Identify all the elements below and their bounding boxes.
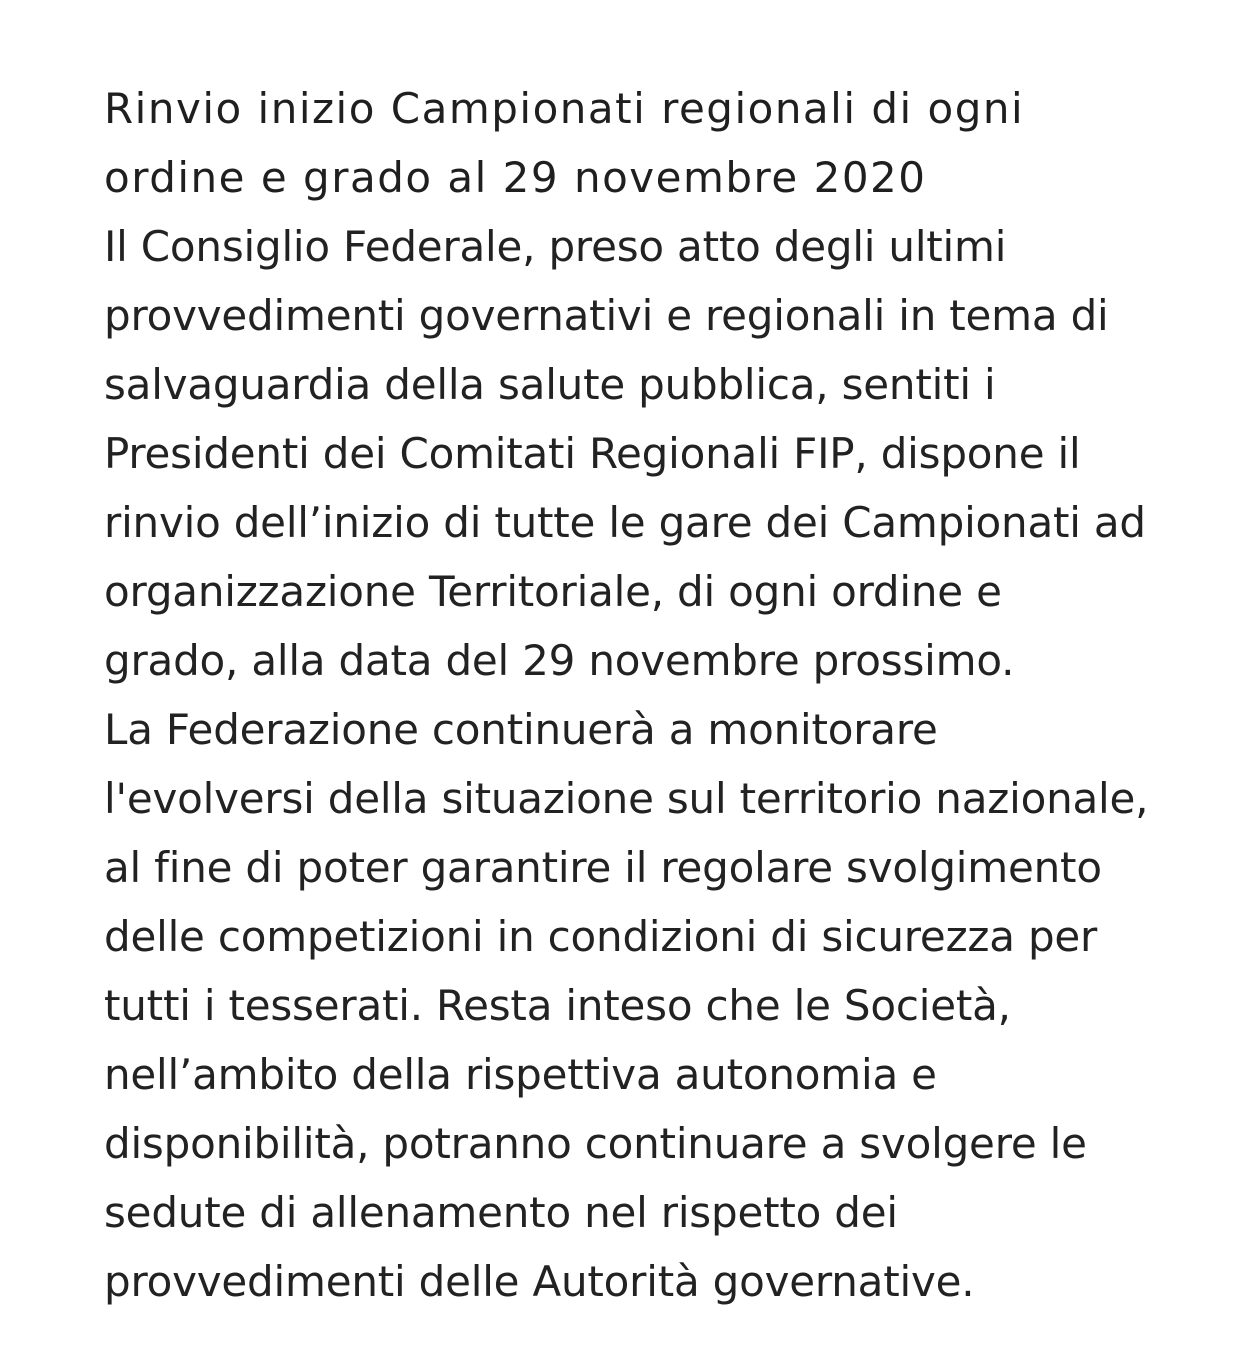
article — [104, 74, 1214, 1316]
body-line: La Federazione continuerà a monitorare — [104, 705, 938, 754]
body-line: provvedimenti governativi e regionali in tema di — [104, 291, 1109, 340]
body-line: nell’ambito della rispettiva autonomia e — [104, 1050, 937, 1099]
article-title — [104, 74, 1214, 212]
body-line: sedute di allenamento nel rispetto dei — [104, 1188, 898, 1237]
body-line: delle competizioni in condizioni di sicurezza per — [104, 912, 1098, 961]
body-line: tutti i tesserati. Resta inteso che le Società, — [104, 981, 1011, 1030]
body-line: al fine di poter garantire il regolare svolgimento — [104, 843, 1102, 892]
body-line: Il Consiglio Federale, preso atto degli ultimi — [104, 222, 1007, 271]
body-line: organizzazione Territoriale, di ogni ordine e — [104, 567, 1002, 616]
article-body — [104, 212, 1214, 1316]
title-line: Rinvio inizio Campionati regionali di ogni — [104, 84, 1025, 133]
body-line: salvaguardia della salute pubblica, sentiti i — [104, 360, 996, 409]
body-line: Presidenti dei Comitati Regionali FIP, dispone il — [104, 429, 1081, 478]
body-line: l'evolversi della situazione sul territorio nazionale, — [104, 774, 1149, 823]
body-line: grado, alla data del 29 novembre prossimo. — [104, 636, 1015, 685]
body-line: rinvio dell’inizio di tutte le gare dei Campionati ad — [104, 498, 1146, 547]
title-line: ordine e grado al 29 novembre 2020 — [104, 153, 927, 202]
body-line: disponibilità, potranno continuare a svolgere le — [104, 1119, 1087, 1168]
body-line: provvedimenti delle Autorità governative. — [104, 1257, 975, 1306]
